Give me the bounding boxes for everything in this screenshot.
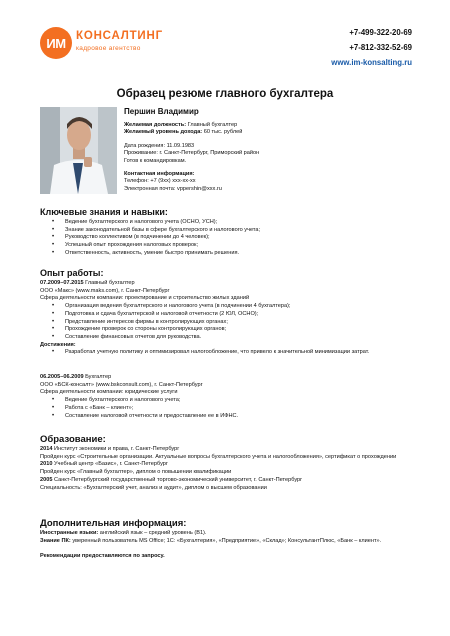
company-logo[interactable] <box>40 27 190 59</box>
additional-section <box>40 530 420 561</box>
list-item: • Представление интересов фирмы в контролирующих органах; <box>65 319 420 327</box>
skills-list <box>40 219 420 258</box>
birth-date: Дата рождения: 11.09.1983 <box>124 142 195 149</box>
pc-skills: Знание ПК: уверенный пользователь MS Office; 1С: «Бухгалтерия», «Предприятие», «Склад»; КонсультантПлюс, «Банк – клиент». <box>40 537 382 544</box>
education-entry: 2005 Санкт-Петербургский государственный торгово-экономический университет, г. Санкт-Петербург <box>40 476 303 483</box>
list-item: • Организация ведения бухгалтерского и налогового учета (в подчинении 4 бухгалтера); <box>65 303 420 311</box>
candidate-photo <box>40 107 117 194</box>
job-1-company: ООО «Макс» (www.maks.com), г. Санкт-Петербург <box>40 287 170 294</box>
list-item: • Подготовка и сдача бухгалтерской и налоговой отчетности (2 ЮЛ, ОСНО); <box>65 311 420 319</box>
languages: Иностранные языки: английский язык – средний уровень (B1). <box>40 530 207 536</box>
phone-1: +7-499-322-20-69 <box>349 28 412 37</box>
job-1-achievements <box>40 349 420 357</box>
references-note: Рекомендации предоставляются по запросу. <box>40 553 165 560</box>
education-detail: Пройден курс «Строительные организации. Актуальные вопросы бухгалтерского учета и налогообложения», сертификат о прохождении <box>40 453 397 460</box>
education-entry: 2010 Учебный центр «Базис», г. Санкт-Петербург <box>40 461 168 468</box>
desired-income: Желаемый уровень дохода: 60 тыс. рублей <box>124 129 243 136</box>
list-item: • Составление финансовых отчетов для руководства. <box>65 334 420 342</box>
list-item: • Разработал учетную политику и оптимизировал налогообложение, что привело к значительной минимизации затрат. <box>65 349 420 357</box>
list-item: • Ведение бухгалтерского и налогового учета; <box>65 397 420 405</box>
skills-section <box>40 219 420 258</box>
list-item: • Ответственность, активность, умение быстро принимать решения. <box>65 250 420 258</box>
list-item: • Ведение бухгалтерского и налогового учета (ОСНО, УСН); <box>65 219 420 227</box>
contact-phone: Телефон: +7 (9xx) xxx-xx-xx <box>124 178 196 185</box>
profile-info <box>124 107 424 193</box>
phone-2: +7-812-332-52-69 <box>349 43 412 52</box>
contact-email[interactable]: Электронная почта: vppershin@xxx.ru <box>124 185 222 192</box>
job-1-sphere: Сфера деятельности компании: проектирование и строительство жилых зданий <box>40 295 250 302</box>
desired-position: Желаемая должность: Главный бухгалтер <box>124 122 238 128</box>
education-entry: 2014 Институт экономики и права, г. Санкт-Петербург <box>40 446 180 452</box>
residence: Проживание: г. Санкт-Петербург, Приморский район <box>124 150 260 157</box>
experience-job-1 <box>40 280 420 357</box>
list-item: • Руководство коллективом (в подчинении до 4 человек); <box>65 234 420 242</box>
experience-heading: Опыт работы: <box>40 268 104 278</box>
list-item: • Прохождение проверок со стороны контролирующих органов; <box>65 326 420 334</box>
list-item: • Успешный опыт прохождения налоговых проверок; <box>65 242 420 250</box>
education-heading: Образование: <box>40 434 106 445</box>
additional-heading: Дополнительная информация: <box>40 518 187 529</box>
experience-job-2 <box>40 374 420 420</box>
list-item: • Работа с «Банк – клиент»; <box>65 405 420 413</box>
job-2-title: 06.2005–06.2009 Бухгалтер <box>40 374 112 380</box>
logo-name: КОНСАЛТИНГ <box>76 30 163 42</box>
job-2-sphere: Сфера деятельности компании: юридические услуги <box>40 389 178 396</box>
contact-heading: Контактная информация: <box>124 171 195 178</box>
logo-mark: ИМ <box>40 27 72 59</box>
job-2-company: ООО «БСК-консалт» (www.bskconsult.com), г. Санкт-Петербург <box>40 381 203 388</box>
education-section <box>40 446 420 492</box>
website-link[interactable]: www.im-konsalting.ru <box>331 58 412 67</box>
candidate-name: Першин Владимир <box>124 107 199 116</box>
job-1-duties <box>40 303 420 342</box>
list-item: • Составление налоговой отчетности и предоставление ее в ИФНС. <box>65 413 420 421</box>
skills-heading: Ключевые знания и навыки: <box>40 207 168 217</box>
education-detail: Специальность: «Бухгалтерский учет, анализ и аудит», диплом о высшем образовании <box>40 484 267 491</box>
education-detail: Пройден курс «Главный бухгалтер», диплом о повышении квалификации <box>40 469 232 476</box>
travel-readiness: Готов к командировкам. <box>124 157 187 164</box>
job-1-achievements-label: Достижения: <box>40 341 76 348</box>
list-item: • Знание законодательной базы в сфере бухгалтерского и налогового учета; <box>65 227 420 235</box>
job-2-duties <box>40 397 420 420</box>
job-1-title: 07.2009–07.2015 Главный бухгалтер <box>40 280 135 286</box>
page-title: Образец резюме главного бухгалтера <box>116 88 334 100</box>
logo-subtitle: кадровое агентство <box>76 45 141 52</box>
header-contacts <box>331 25 412 70</box>
